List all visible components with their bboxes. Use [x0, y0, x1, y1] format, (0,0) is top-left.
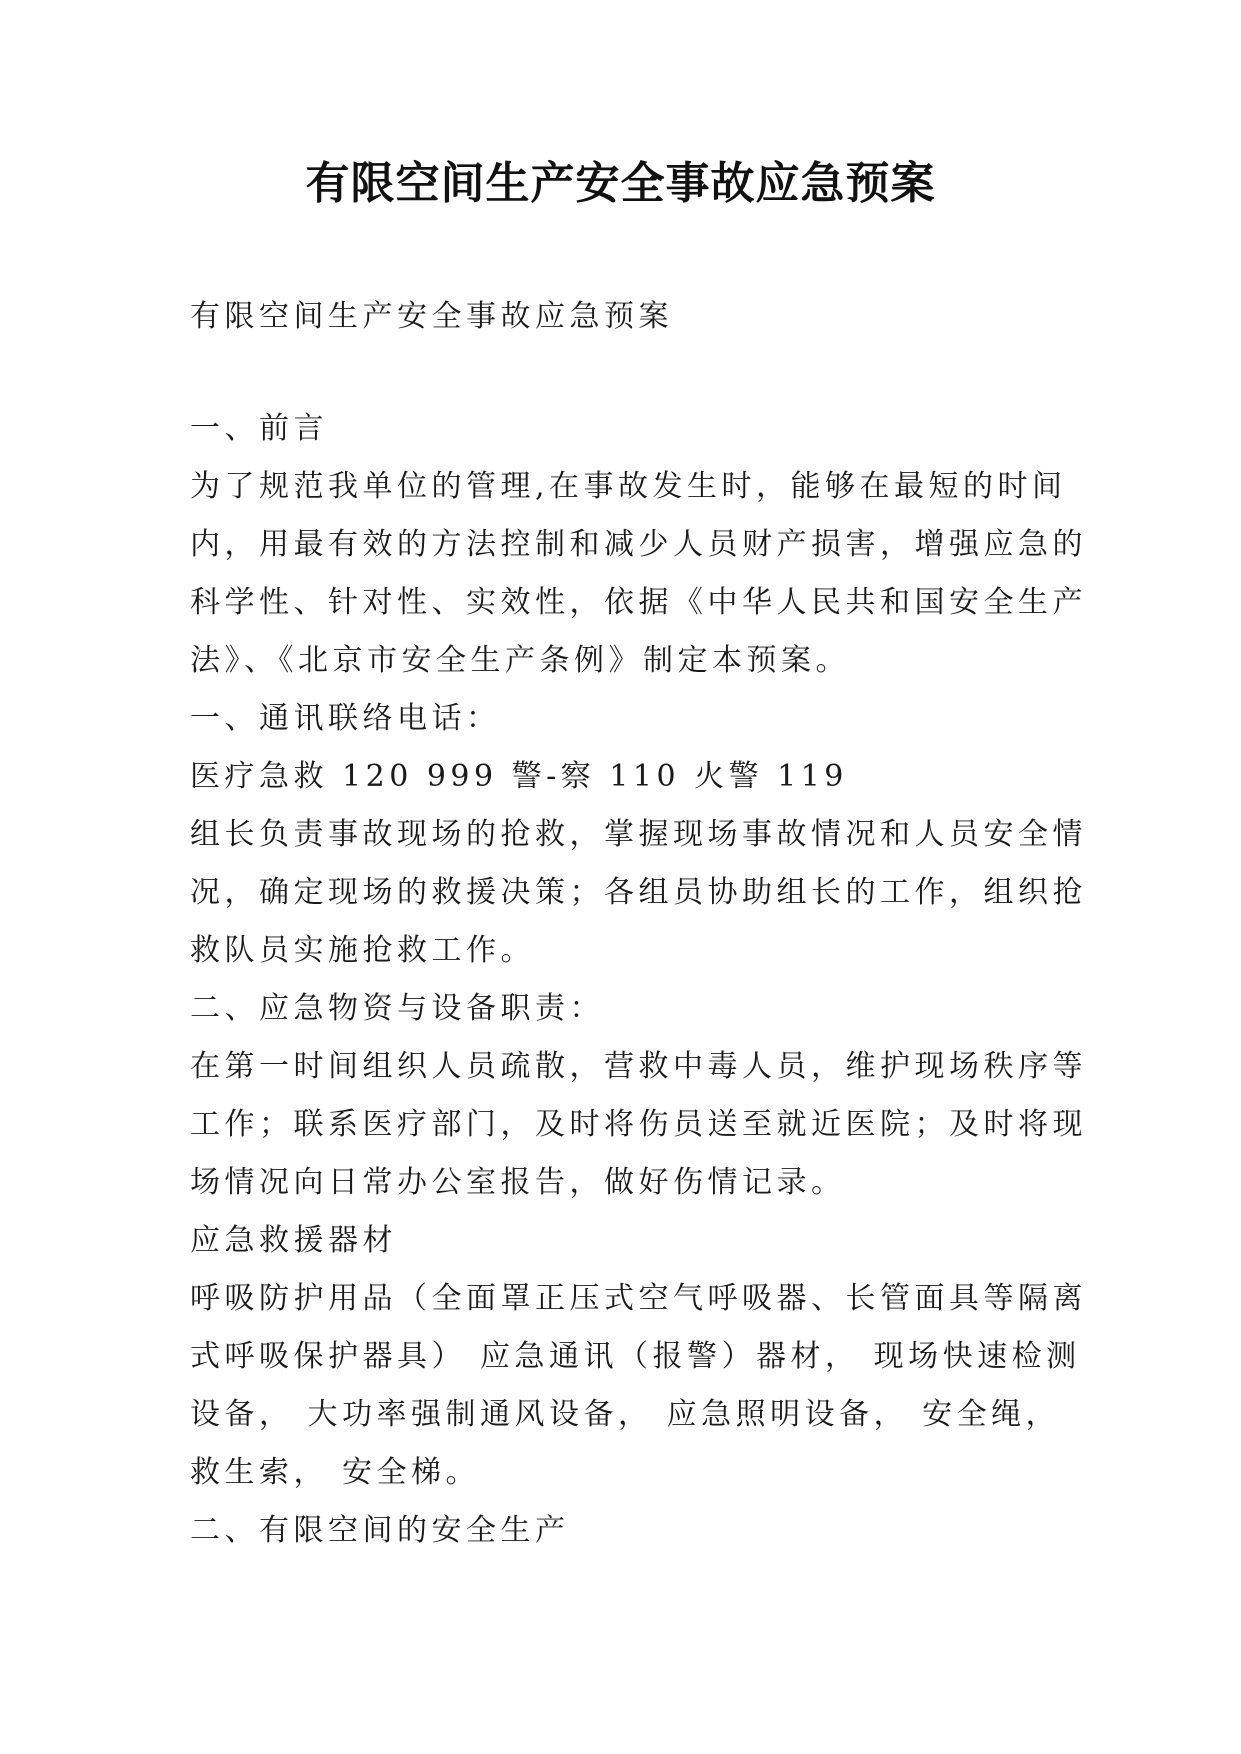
subheading-equipment: 应急救援器材: [190, 1223, 397, 1258]
section-heading-preface: 一、前言: [190, 411, 328, 446]
paragraph-line: 内，用最有效的方法控制和减少人员财产损害，增强应急的: [190, 527, 1087, 562]
section-heading-materials: 二、应急物资与设备职责：: [190, 991, 604, 1026]
paragraph-line: 工作；联系医疗部门，及时将伤员送至就近医院；及时将现: [190, 1107, 1087, 1142]
section-heading-contacts: 一、通讯联络电话：: [190, 701, 501, 736]
paragraph-line: 法》、《北京市安全生产条例》制定本预案。: [190, 643, 850, 678]
paragraph-line: 设备， 大功率强制通风设备， 应急照明设备， 安全绳，: [190, 1397, 1061, 1432]
section-heading-safety: 二、有限空间的安全生产: [190, 1513, 570, 1548]
paragraph-line: 况，确定现场的救援决策；各组员协助组长的工作，组织抢: [190, 875, 1087, 910]
paragraph-line: 呼吸防护用品（全面罩正压式空气呼吸器、长管面具等隔离: [190, 1281, 1087, 1316]
document-body: [190, 288, 1087, 1560]
paragraph-line: 救队员实施抢救工作。: [190, 933, 535, 968]
paragraph-line: 组长负责事故现场的抢救，掌握现场事故情况和人员安全情: [190, 817, 1087, 852]
spacer: [190, 346, 1050, 400]
paragraph-line: 场情况向日常办公室报告，做好伤情记录。: [190, 1165, 846, 1200]
paragraph-line: 救生索， 安全梯。: [190, 1455, 481, 1490]
paragraph-line: 为了规范我单位的管理,在事故发生时，能够在最短的时间: [190, 469, 1067, 504]
contact-numbers-line: 医疗急救 120 999 警-察 110 火警 119: [190, 759, 848, 794]
paragraph-line: 在第一时间组织人员疏散，营救中毒人员，维护现场秩序等: [190, 1049, 1087, 1084]
subtitle-line: 有限空间生产安全事故应急预案: [190, 299, 673, 334]
paragraph-line: 科学性、针对性、实效性，依据《中华人民共和国安全生产: [190, 585, 1087, 620]
paragraph-line: 式呼吸保护器具） 应急通讯（报警）器材， 现场快速检测: [190, 1339, 1081, 1374]
document-title: 有限空间生产安全事故应急预案: [305, 158, 936, 209]
